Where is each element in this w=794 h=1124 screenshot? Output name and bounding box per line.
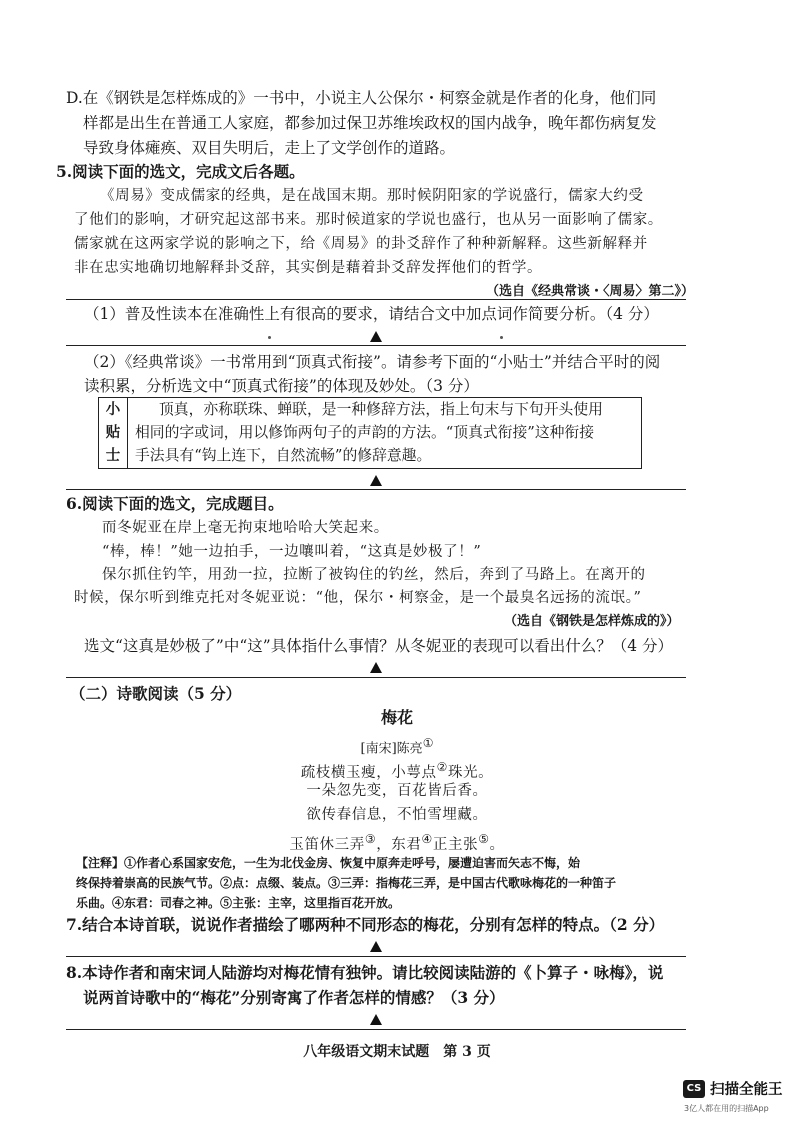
answer-line <box>66 677 686 678</box>
q6-question: 选文“这真是妙极了”中“这”具体指什么事情？从冬妮亚的表现可以看出什么？（4 分） <box>84 637 673 655</box>
poem-line: 疏枝横玉瘦，小萼点②珠光。 <box>300 760 494 781</box>
scanner-logo-icon: CS <box>683 1080 705 1098</box>
tip-box <box>98 397 642 469</box>
tip-line: 顶真，亦称联珠、蝉联，是一种修辞方法，指上句末与下句开头使用 <box>159 401 603 418</box>
tip-label: 小 贴 士 <box>99 398 128 468</box>
poetry-heading: （二）诗歌阅读（5 分） <box>70 684 242 703</box>
divider <box>66 299 686 300</box>
poem-line: 欲传春信息，不怕雪埋藏。 <box>306 807 488 823</box>
answer-marker <box>370 662 382 673</box>
emphasis-dot <box>268 336 271 339</box>
answer-marker <box>370 475 382 486</box>
q4-option-d-line1: D.在《钢铁是怎样炼成的》一书中，小说主人公保尔・柯察金就是作者的化身，他们同 <box>66 89 657 107</box>
answer-line <box>66 345 686 346</box>
q6-source: （选自《钢铁是怎样炼成的》） <box>504 614 680 629</box>
q5-sub2-line2: 读积累，分析选文中“顶真式衔接”的体现及妙处。（3 分） <box>84 377 479 395</box>
poem-note-line: 【注释】①作者心系国家安危，一生为北伐金房、恢复中原奔走呼号，屡遭迫害而矢志不悔，始 <box>76 856 581 870</box>
q8-line2: 说两首诗歌中的“梅花”分别寄寓了作者怎样的情感？（3 分） <box>83 988 505 1007</box>
answer-line <box>66 1029 686 1030</box>
q5-title: 5.阅读下面的选文，完成文后各题。 <box>56 162 305 181</box>
q4-option-d-line3: 导致身体瘫痪、双目失明后，走上了文学创作的道路。 <box>83 139 456 157</box>
poem-title: 梅花 <box>380 708 413 727</box>
q6-passage-line: 保尔抓住钓竿，用劲一拉，拉断了被钩住的钓丝，然后，奔到了马路上。在离开的 <box>102 567 646 583</box>
poem-line: 玉笛休三弄③，东君④正主张⑤。 <box>289 832 505 853</box>
poem-note-line: 乐曲。④东君：司春之神。⑤主张：主宰，这里指百花开放。 <box>76 896 401 910</box>
tip-line: 相同的字或词，用以修饰两句子的声韵的方法。“顶真式衔接”这种衔接 <box>135 424 595 441</box>
page-footer: 八年级语文期末试题 第 3 页 <box>303 1044 491 1060</box>
q6-passage-line: “棒，棒！”她一边拍手，一边嚷叫着，“这真是妙极了！” <box>102 544 482 560</box>
answer-marker <box>370 941 382 952</box>
answer-line <box>66 489 686 490</box>
poem-note-line: 终保持着崇高的民族气节。②点：点缀、装点。③三弄：指梅花三弄，是中国古代歌咏梅花的一种笛子 <box>76 876 617 890</box>
q5-passage-line: 儒家就在这两家学说的影响之下，给《周易》的卦爻辞作了种种新解释。这些新解释并 <box>74 236 648 252</box>
emphasis-dot <box>500 336 503 339</box>
q6-title: 6.阅读下面的选文，完成题目。 <box>66 494 284 513</box>
q5-passage-line: 非在忠实地确切地解释卦爻辞，其实倒是藉着卦爻辞发挥他们的哲学。 <box>74 260 543 276</box>
q5-sub2-line1: （2）《经典常谈》一书常用到“顶真式衔接”。请参考下面的“小贴士”并结合平时的阅 <box>84 353 661 371</box>
q7-text: 7.结合本诗首联，说说作者描绘了哪两种不同形态的梅花，分别有怎样的特点。（2 分） <box>66 915 665 934</box>
q5-sub1: （1）普及性读本在准确性上有很高的要求，请结合文中加点词作简要分析。（4 分） <box>84 305 659 323</box>
poem-author: [南宋]陈亮① <box>360 736 434 757</box>
q5-passage-line: 了他们的影响，才研究起这部书来。那时候道家的学说也盛行，也从另一面影响了儒家。 <box>74 212 663 228</box>
poem-line: 一朵忽先变，百花皆后香。 <box>306 783 488 799</box>
answer-line <box>66 956 686 957</box>
scanner-tagline: 3亿人都在用的扫描App <box>684 1104 769 1113</box>
answer-marker <box>370 331 382 342</box>
q6-passage-line: 时候，保尔听到维克托对冬妮亚说：“他，保尔・柯察金，是一个最臭名远扬的流氓。” <box>74 590 642 606</box>
q6-passage-line: 而冬妮亚在岸上毫无拘束地哈哈大笑起来。 <box>102 520 389 536</box>
answer-marker <box>370 1014 382 1025</box>
q5-source: （选自《经典常谈・〈周易〉第二》） <box>486 284 695 299</box>
q8-line1: 8.本诗作者和南宋词人陆游均对梅花情有独钟。请比较阅读陆游的《卜算子・咏梅》，说 <box>66 963 664 982</box>
q4-option-d-line2: 样都是出生在普通工人家庭，都参加过保卫苏维埃政权的国内战争，晚年都伤病复发 <box>83 114 657 132</box>
q5-passage-line: 《周易》变成儒家的经典，是在战国末期。那时候阴阳家的学说盛行，儒家大约受 <box>100 188 644 204</box>
scanner-brand: 扫描全能王 <box>710 1082 783 1098</box>
tip-line: 手法具有“钩上连下，自然流畅”的修辞意趣。 <box>135 447 432 464</box>
